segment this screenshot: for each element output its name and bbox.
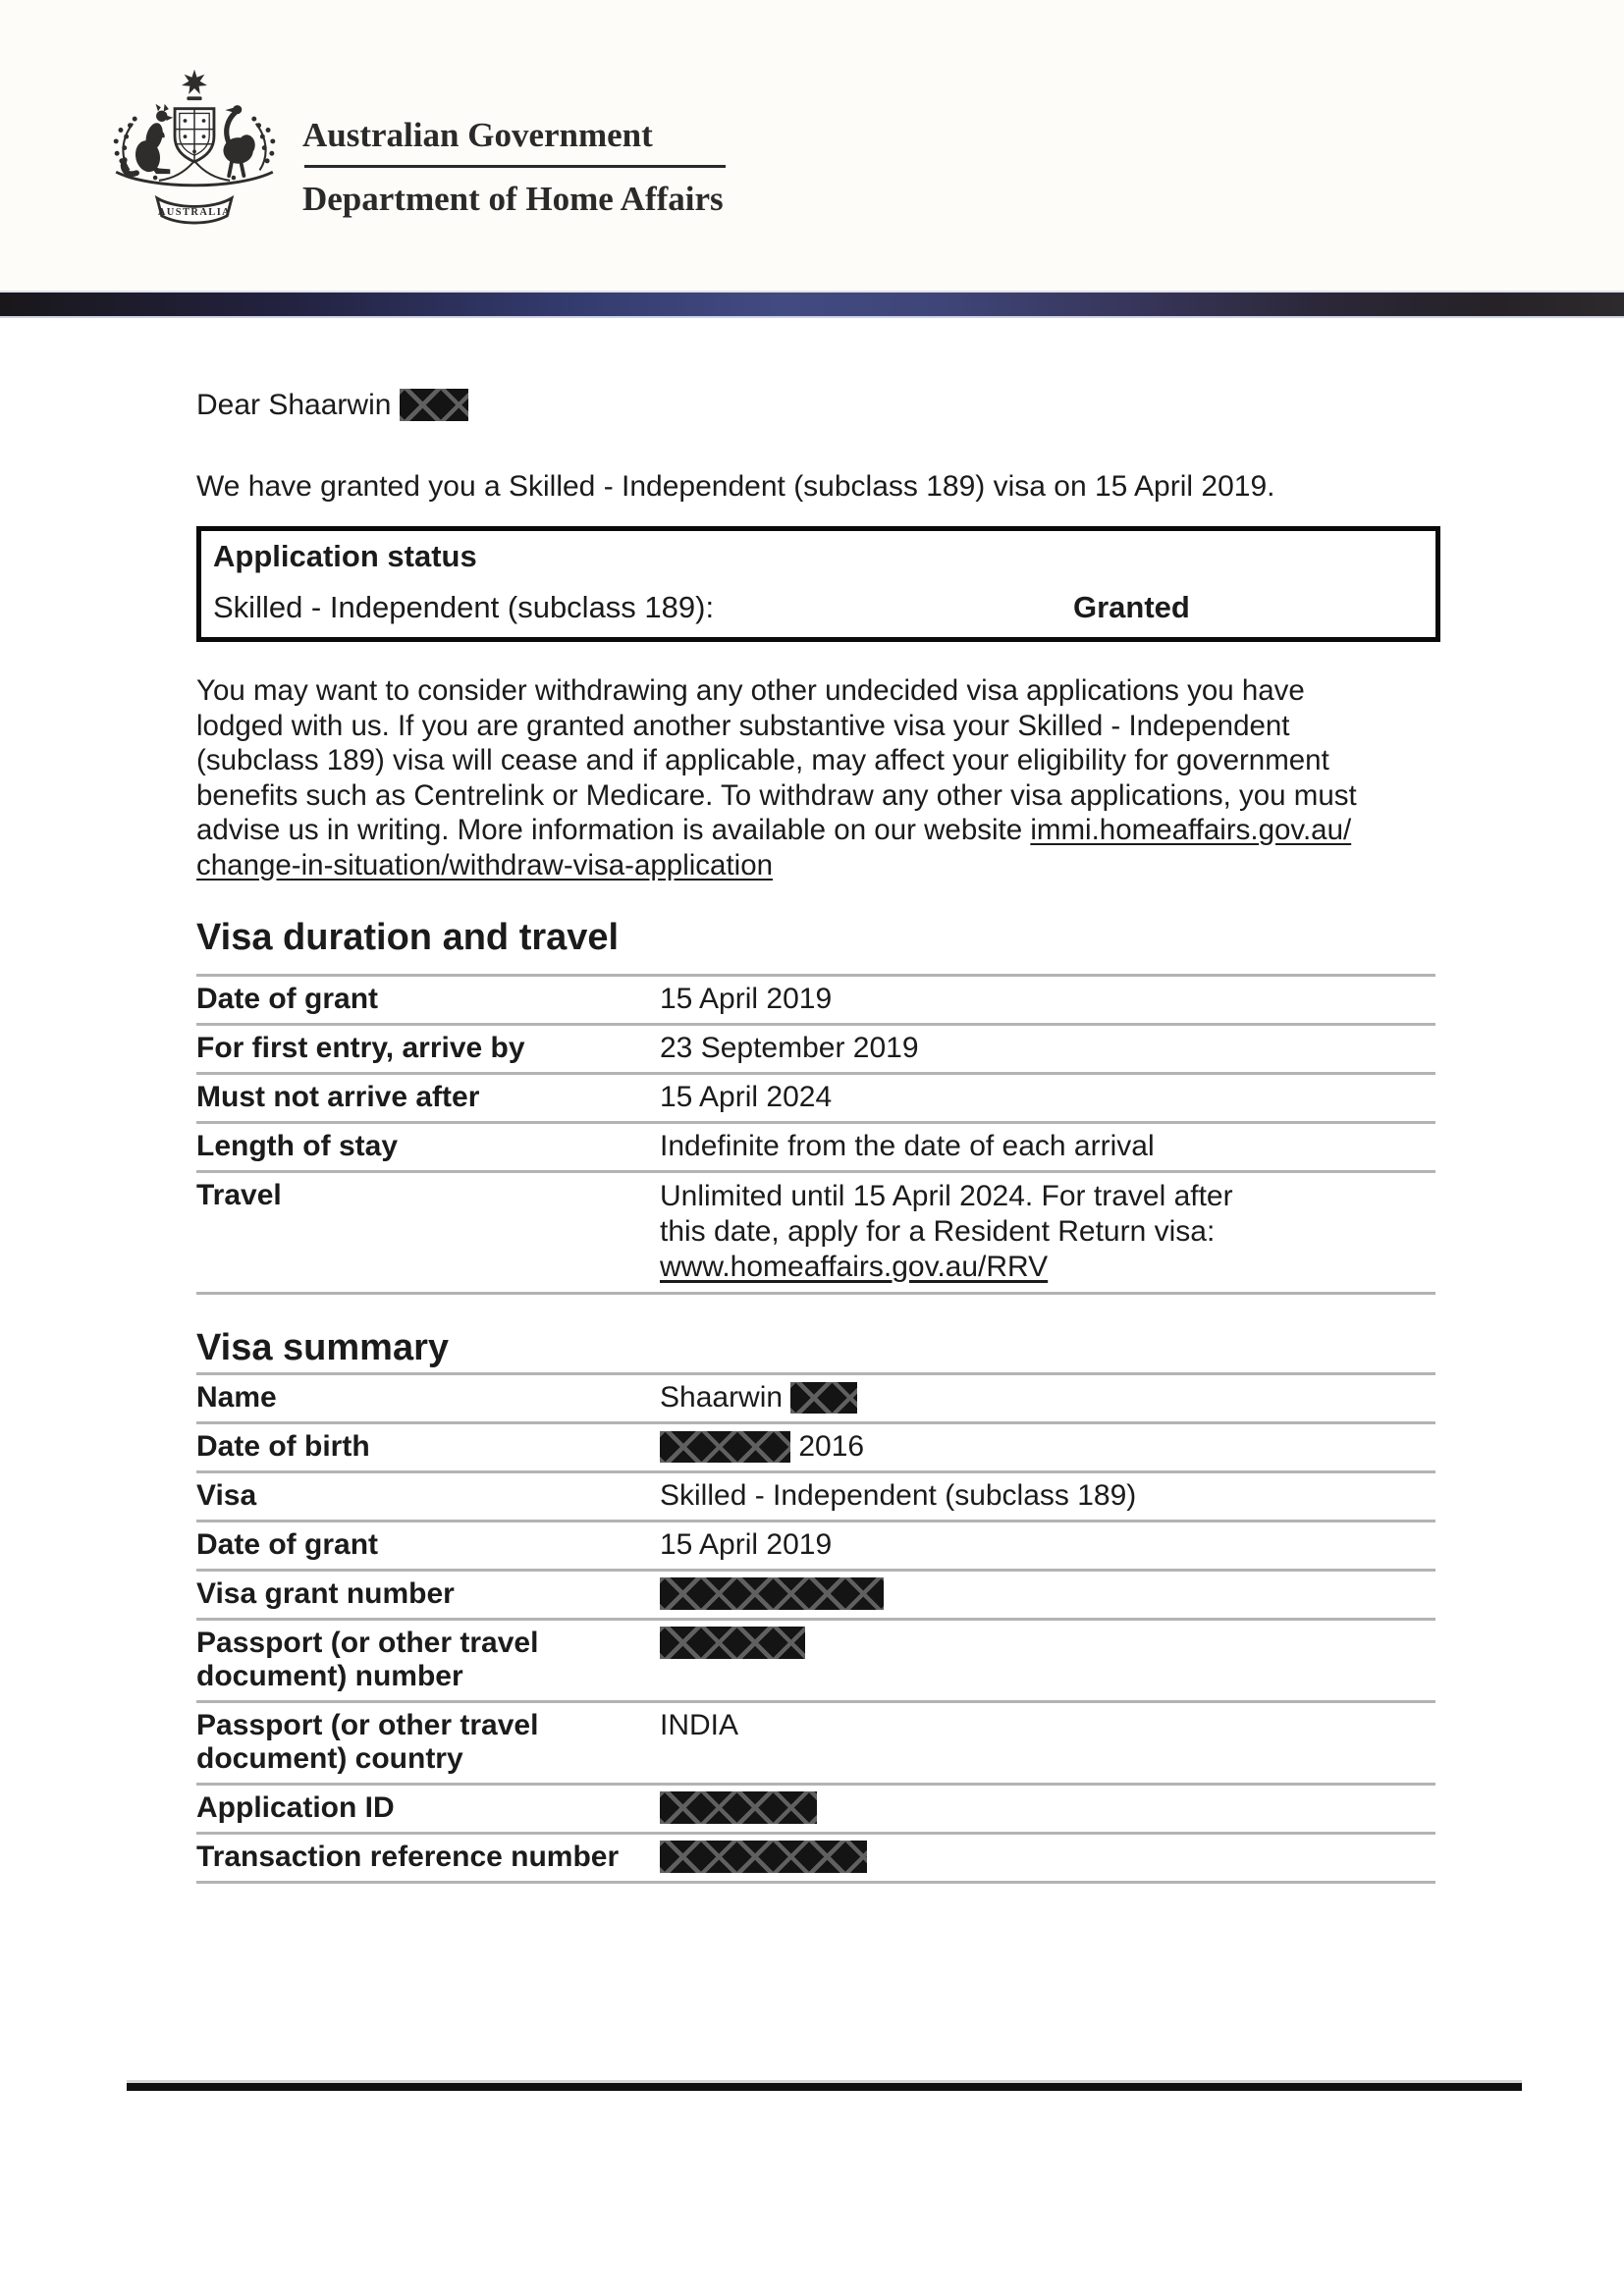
grant-sentence: We have granted you a Skilled - Independent (subclass 189) visa on 15 April 2019. [196,470,1275,503]
row-value [660,1179,1435,1285]
emu-icon [223,105,254,176]
greeting-text: Dear Shaarwin [196,389,392,421]
government-title: Australian Government [302,116,653,154]
visa-summary-table [196,1372,1435,1884]
row-label: Date of grant [196,983,379,1015]
row-value: 15 April 2019 [660,983,833,1015]
row-value [660,1577,1435,1611]
coat-of-arms-icon [101,65,288,234]
withdraw-line: You may want to consider withdrawing any other undecided visa applications you have [196,674,1305,707]
table-row [196,1621,1435,1703]
ribbon-text: AUSTRALIA [157,206,232,218]
row-label: Application ID [196,1791,395,1824]
row-label: Transaction reference number [196,1841,620,1873]
row-label: Must not arrive after [196,1081,480,1113]
table-row-travel [196,1173,1435,1295]
visa-duration-title: Visa duration and travel [196,917,620,958]
australia-ribbon [157,198,232,223]
header-divider [304,165,726,168]
department-title: Department of Home Affairs [302,180,724,218]
row-label: Visa [196,1479,257,1512]
withdraw-line-text: advise us in writing. More information is available on our website [196,814,1031,847]
header-titles [302,116,724,219]
withdraw-line [196,813,1357,848]
greeting-line [196,389,468,422]
withdraw-info-link[interactable]: immi.homeaffairs.gov.au/ [1030,814,1352,847]
row-label: Date of grant [196,1528,379,1561]
withdraw-paragraph [196,673,1357,883]
application-status-value: Granted [1073,590,1190,624]
travel-value-line: this date, apply for a Resident Return visa: [660,1215,1216,1248]
redacted-transaction-reference [660,1841,867,1873]
table-row [196,1703,1435,1786]
row-label: For first entry, arrive by [196,1032,525,1064]
brand-gradient-bar [0,291,1624,318]
table-row [196,1375,1435,1424]
redacted-name [400,389,468,421]
rrv-link[interactable]: www.homeaffairs.gov.au/RRV [660,1251,1049,1283]
row-label: Visa grant number [196,1577,455,1610]
row-value [660,1430,1435,1464]
withdraw-info-link-continued[interactable]: change-in-situation/withdraw-visa-application [196,848,774,881]
travel-value-line [660,1250,1435,1285]
shield-icon [175,109,214,162]
application-status-visa: Skilled - Independent (subclass 189): [213,590,715,624]
redacted-application-id [660,1791,817,1824]
withdraw-line [196,848,1357,883]
page-footer-rule [127,2080,1522,2091]
table-row [196,1835,1435,1884]
row-value: Skilled - Independent (subclass 189) [660,1479,1137,1512]
redacted-passport-number [660,1627,805,1659]
redacted-surname [790,1382,857,1414]
row-label: Passport (or other travel document) country [196,1709,539,1775]
withdraw-line: benefits such as Centrelink or Medicare. To withdraw any other visa applications, you must [196,778,1357,812]
application-status-title: Application status [213,539,477,573]
row-value [660,1841,1435,1874]
row-label: Length of stay [196,1130,399,1162]
name-text: Shaarwin [660,1381,791,1414]
row-value [660,1791,1435,1825]
travel-value-line: Unlimited until 15 April 2024. For travel after [660,1180,1233,1212]
birth-year-text: 2016 [790,1430,865,1463]
withdraw-line: (subclass 189) visa will cease and if applicable, may affect your eligibility for government [196,744,1329,777]
row-value: 15 April 2019 [660,1528,833,1561]
table-row [196,1075,1435,1124]
row-value: 15 April 2024 [660,1081,833,1113]
visa-summary-title: Visa summary [196,1327,450,1368]
table-row [196,1522,1435,1572]
commonwealth-star-icon [182,70,207,94]
visa-duration-table [196,974,1435,1295]
table-row [196,1786,1435,1835]
row-label: Travel [196,1179,282,1211]
row-value: Indefinite from the date of each arrival [660,1130,1155,1162]
redacted-birthdate [660,1431,790,1463]
withdraw-line: lodged with us. If you are granted another substantive visa your Skilled - Independent [196,709,1290,742]
table-row [196,1424,1435,1473]
redacted-visa-grant-number [660,1577,884,1610]
kangaroo-icon [124,104,174,175]
table-row [196,977,1435,1026]
row-label: Name [196,1381,277,1414]
table-row [196,1473,1435,1522]
table-row [196,1124,1435,1173]
table-row [196,1572,1435,1621]
row-value [660,1381,1435,1415]
row-value [660,1627,1435,1693]
row-label: Passport (or other travel document) number [196,1627,539,1692]
row-value: 23 September 2019 [660,1032,919,1064]
row-label: Date of birth [196,1430,370,1463]
application-status-box [196,526,1440,642]
table-row [196,1026,1435,1075]
row-value: INDIA [660,1709,739,1741]
